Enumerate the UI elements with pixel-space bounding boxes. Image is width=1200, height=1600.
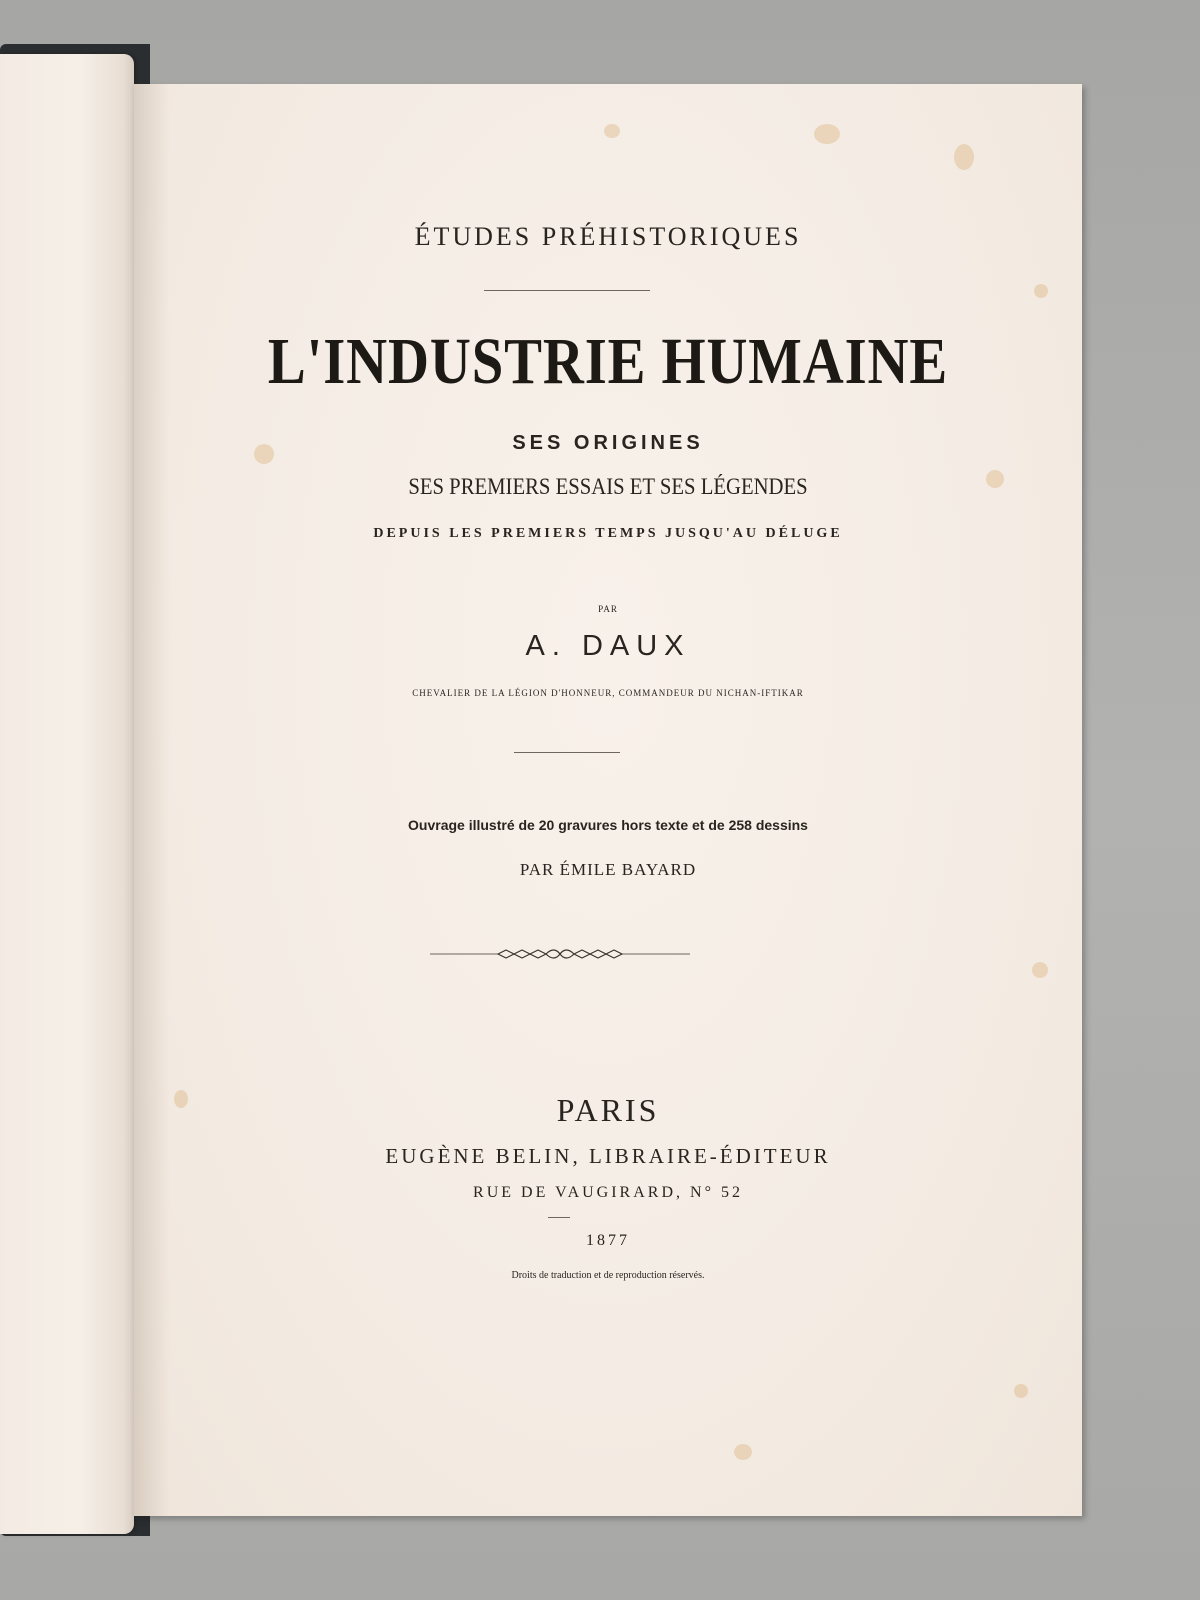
left-page-edge [0, 54, 134, 1534]
rights-notice: Droits de traduction et de reproduction réservés. [511, 1270, 705, 1281]
imprint-address: RUE DE VAUGIRARD, N° 52 [473, 1184, 743, 1201]
subtitle-essays: SES PREMIERS ESSAIS ET SES LÉGENDES [408, 474, 808, 499]
imprint-city: PARIS [556, 1092, 660, 1128]
divider-rule-top [484, 290, 650, 291]
publication-year: 1877 [586, 1232, 630, 1249]
illustration-note: Ouvrage illustré de 20 gravures hors texte et de 258 dessins [408, 817, 808, 833]
divider-rule-middle [514, 752, 620, 753]
subtitle-period: DEPUIS LES PREMIERS TEMPS JUSQU'AU DÉLUGE [373, 526, 843, 541]
author-name: A. DAUX [525, 630, 691, 662]
show-through-mark [6, 819, 30, 859]
imprint-publisher: EUGÈNE BELIN, LIBRAIRE-ÉDITEUR [385, 1144, 831, 1168]
book-title: L'INDUSTRIE HUMAINE [267, 325, 949, 398]
by-label: PAR [598, 604, 618, 614]
divider-rule-short [548, 1217, 570, 1218]
ornamental-divider [430, 946, 690, 962]
author-honours: CHEVALIER DE LA LÉGION D'HONNEUR, COMMANDEUR DU NICHAN-IFTIKAR [412, 688, 804, 698]
subtitle-origins: SES ORIGINES [512, 432, 704, 454]
title-page [134, 84, 1082, 1516]
illustrator-credit: PAR ÉMILE BAYARD [519, 860, 697, 879]
series-title: ÉTUDES PRÉHISTORIQUES [414, 222, 802, 251]
